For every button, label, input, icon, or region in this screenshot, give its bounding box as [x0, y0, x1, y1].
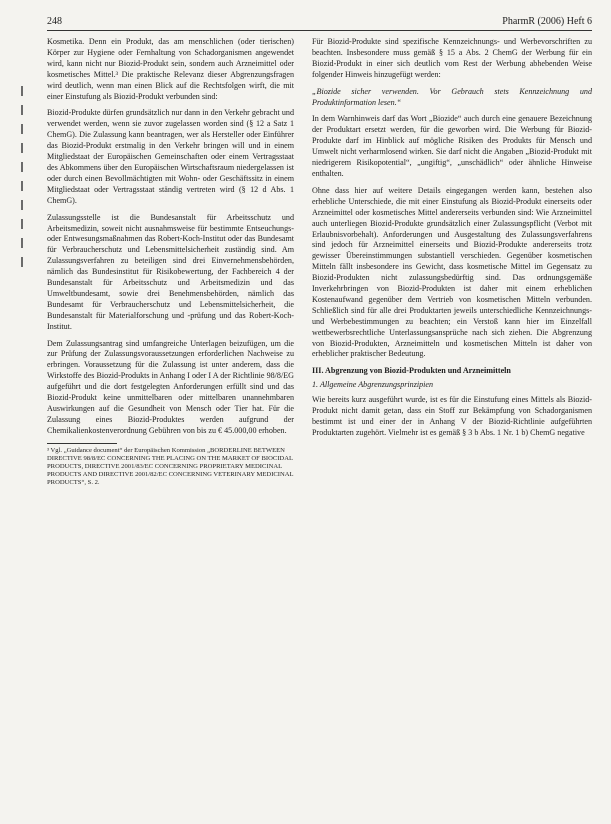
paragraph: Für Biozid-Produkte sind spezifische Kennzeichnungs- und Werbevorschriften zu beachten. Insbesondere muss gemäß § 15 a Abs. 2 ChemG der Werbung für ein Biozid-Produkt in einer sich deutlich vom Rest der Werbung abhebenden Weise folgender Hinweis hinzugefügt werden: [312, 37, 592, 79]
subsection-heading: 1. Allgemeine Abgrenzungsprinzipien [312, 380, 434, 390]
paragraph: Kosmetika. Denn ein Produkt, das am menschlichen (oder tierischen) Körper zur Hygiene oder Fernhaltung von Schadorganismen angewendet wird, kann nicht nur Biozid-Produkt sein, sondern auch Arzneimittel oder kosmetisches Mittel.³ Die praktische Relevanz dieser Abgrenzungsfragen wird deutlich, wenn man einen Blick auf die Rechtsfolgen wirft, die mit einer Einstufung als Biozid-Produkt verbunden sind: [47, 37, 294, 101]
left-column [47, 37, 294, 487]
paragraph: In dem Warnhinweis darf das Wort „Biozide“ auch durch eine genauere Bezeichnung der Produktart ersetzt werden, für die geworben wird. Die Werbung für Biozid-Produkte darf im Hinblick auf mögliche Risiken des Produkts für Mensch und Umwelt nicht verharmlosend wirken. Sie darf nicht die Angaben „Biozid-Produkt mit niedrigerem Risikopotential“, „ungiftig“, „unschädlich“ oder ähnliche Hinweise enthalten. [312, 114, 592, 178]
paragraph: Ohne dass hier auf weitere Details eingegangen werden kann, bestehen also erhebliche Unterschiede, die mit einer Einstufung als Biozid-Produkt einerseits oder Arzneimittel oder kosmetisches Mittel andererseits verbunden sind: Wie Arzneimittel auch unterliegen Biozid-Produkte grundsätzlich einer Zulassungspflicht (Verbot mit Erlaubnisvorbehalt). Anforderungen und Ausgestaltung des Zulassungsverfahrens sind jedoch für Arzneimittel einerseits und Biozid-Produkte andererseits trotz gewisser Übereinstimmungen substantiell verschieden. Gegenüber kosmetischen Mitteln fällt insbesondere ins Gewicht, dass kosmetische Mittel im Gegensatz zu Biozid-Produkten nicht zulassungsbedürftig sind. Das ordnungsgemäße Inverkehrbringen von Biozid-Produkten ist daher mit einem erheblichen Kostenaufwand gegenüber dem Vertrieb von kosmetischen Mitteln verbunden. Schließlich sind für alle drei Produktarten jeweils unterschiedliche Kennzeichnungs- und Werbebestimmungen zu beachten; ein Verstoß kann hier im Einzelfall wettbewerbsrechtliche Unterlassungsansprüche nach sich ziehen. Die Abgrenzung von Biozid-Produkten, Arzneimitteln und kosmetischen Mitteln ist daher von erheblicher praktischer Bedeutung. [312, 185, 592, 359]
right-column [312, 37, 592, 445]
paragraph: Wie bereits kurz ausgeführt wurde, ist es für die Einstufung eines Mittels als Biozid-Produkt nicht damit getan, dass ein Stoff zur Bekämpfung von Schadorganismen bestimmt ist und einer der in Anhang V der Biozid-Richtlinie aufgeführten Produktarten zugehört. Vielmehr ist es gemäß § 3 b Abs. 1 Nr. 1 b) ChemG negative [312, 395, 592, 437]
footnote-divider [47, 443, 117, 444]
paragraph: Dem Zulassungsantrag sind umfangreiche Unterlagen beizufügen, um die zur Prüfung der Zulassungsvoraussetzungen erforderlichen Nachweise zu erbringen. Voraussetzung für die Zulassung ist unter anderem, dass die Wirkstoffe des Biozid-Produkts in Anhang I oder I A der Richtlinie 98/8/EG aufgeführt und die dort festgelegten Anforderungen erfüllt sind und das Biozid-Produkt keine unmittelbaren oder mittelbaren unannehmbaren Auswirkungen auf die Gesundheit von Mensch oder Tier hat. Für die Zulassung eines Biozid-Produktes werden aufgrund der Chemikalienkostenverordnung Gebühren von bis zu € 45.000,00 erhoben. [47, 338, 294, 435]
footnote: ³ Vgl. „Guidance document“ der Europäischen Kommission „BORDERLINE BETWEEN DIRECTIVE 98/8/EC CONCERNING THE PLACING ON THE MARKET OF BIOCIDAL PRODUCTS, DIRECTIVE 2001/83/EC CONCERNING PROPRIETARY MEDICINAL PRODUCTS AND DIRECTIVE 2001/82/EC CONCERNING VETERINARY MEDICINAL PRODUCTS“, S. 2. [47, 446, 294, 486]
page-header [47, 16, 592, 31]
running-title: PharmR (2006) Heft 6 [502, 16, 592, 27]
quoted-warning: „Biozide sicher verwenden. Vor Gebrauch stets Kennzeichnung und Produktinformation lesen.“ [312, 86, 592, 107]
page-number: 248 [47, 16, 62, 27]
paragraph: Biozid-Produkte dürfen grundsätzlich nur dann in den Verkehr gebracht und verwendet werden, wenn sie zuvor zugelassen worden sind (§ 12 a Satz 1 ChemG). Die Zulassung kann beantragen, wer als Hersteller oder Einführer das Biozid-Produkt erstmalig in den Verkehr bringen will und in einem Mitgliedstaat der Europäischen Gemeinschaften oder einem Vertragsstaat des Abkommens über den Europäischen Wirtschaftsraum niedergelassen ist oder durch einen Bevollmächtigten mit Wohn- oder Geschäftssitz in einem Mitgliedstaat oder Vertragsstaat ständig vertreten wird (§ 12 d Abs. 1 ChemG). [47, 108, 294, 205]
paragraph: Zulassungsstelle ist die Bundesanstalt für Arbeitsschutz und Arbeitsmedizin, soweit nicht ausnahmsweise für bestimmte Entseuchungs- oder Entwesungsmaßnahmen das Robert-Koch-Institut oder das Bundesamt für Verbraucherschutz und Lebensmittelsicherheit zuständig sind. Am Zulassungsverfahren zu beteiligen sind drei Einvernehmensbehörden, nämlich das Bundesinstitut für Risikobewertung, der Fachbereich 4 der Bundesanstalt für Arbeitsschutz und Arbeitsmedizin und das Umweltbundesamt, sowie drei Benehmensbehörden, nämlich das Bundesamt für Verbraucherschutz und Lebensmittelsicherheit, die Bundesanstalt für Materialforschung und -prüfung und das Robert-Koch-Institut. [47, 212, 294, 331]
margin-mark [21, 86, 24, 276]
section-heading: III. Abgrenzung von Biozid-Produkten und Arzneimitteln [312, 366, 511, 376]
